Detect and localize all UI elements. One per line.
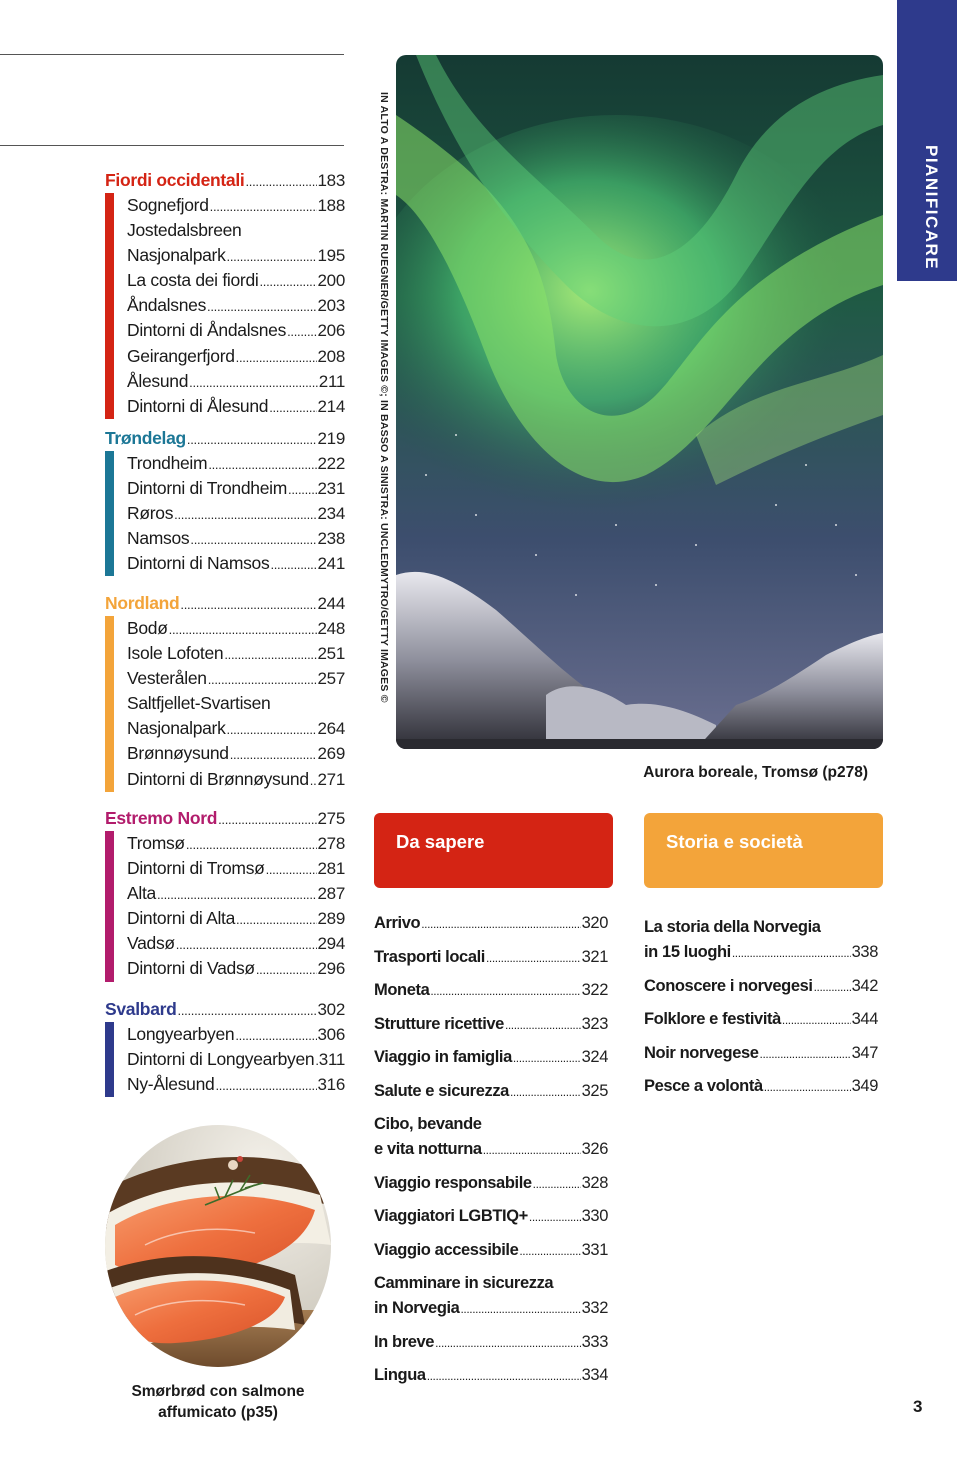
- toc-item[interactable]: Vadsø ..... 294: [127, 931, 345, 956]
- section-color-bar: [105, 1022, 114, 1097]
- top-rule-1: [0, 54, 344, 55]
- list-item[interactable]: La storia della Norvegia in 15 luoghi ..... 338: [644, 915, 878, 966]
- toc-section-svalbard: [105, 997, 345, 1097]
- toc-item[interactable]: Åndalsnes ..... 203: [127, 293, 345, 318]
- aurora-illustration: [396, 55, 883, 749]
- photo-caption: Aurora boreale, Tromsø (p278): [643, 764, 868, 781]
- list-item[interactable]: Arrivo ..... 320: [374, 911, 608, 937]
- list-item[interactable]: Viaggio responsabile ..... 328: [374, 1171, 608, 1197]
- list-item[interactable]: Moneta ..... 322: [374, 978, 608, 1004]
- list-item[interactable]: Folklore e festività ..... 344: [644, 1007, 878, 1033]
- toc-item[interactable]: Ålesund ..... 211: [127, 369, 345, 394]
- toc-item[interactable]: Røros ..... 234: [127, 501, 345, 526]
- section-color-bar: [105, 193, 114, 419]
- list-item[interactable]: Conoscere i norvegesi ..... 342: [644, 974, 878, 1000]
- toc-item[interactable]: Dintorni di Åndalsnes ..... 206: [127, 318, 345, 343]
- section-side-tab[interactable]: PIANIFICARE: [897, 0, 957, 281]
- list-item[interactable]: Noir norvegese ..... 347: [644, 1041, 878, 1067]
- toc-item[interactable]: Isole Lofoten ..... 251: [127, 641, 345, 666]
- toc-item[interactable]: Vesterålen ..... 257: [127, 666, 345, 691]
- list-item[interactable]: Salute e sicurezza ..... 325: [374, 1079, 608, 1105]
- section-heading[interactable]: Svalbard ..... 302: [105, 997, 345, 1022]
- toc-item[interactable]: Dintorni di Brønnøysund ..... 271: [127, 767, 345, 792]
- section-heading[interactable]: Trøndelag ..... 219: [105, 426, 345, 451]
- section-heading[interactable]: Estremo Nord ..... 275: [105, 806, 345, 831]
- toc-item[interactable]: Dintorni di Alta ..... 289: [127, 906, 345, 931]
- toc-item[interactable]: Dintorni di Longyearbyen ..... 311: [127, 1047, 345, 1072]
- toc-item[interactable]: Jostedalsbreen: [127, 220, 242, 241]
- toc-item[interactable]: Dintorni di Ålesund ..... 214: [127, 394, 345, 419]
- toc-item[interactable]: Longyearbyen ..... 306: [127, 1022, 345, 1047]
- da-sapere-list: [374, 911, 608, 1389]
- section-color-bar: [105, 451, 114, 576]
- toc-item[interactable]: Sognefjord ..... 188: [127, 193, 345, 218]
- toc-item[interactable]: Dintorni di Tromsø ..... 281: [127, 856, 345, 881]
- toc-item[interactable]: Brønnøysund ..... 269: [127, 741, 345, 766]
- toc-section-estremo-nord: [105, 806, 345, 982]
- smorbrod-photo: [105, 1125, 331, 1367]
- toc-item[interactable]: Ny-Ålesund ..... 316: [127, 1072, 345, 1097]
- photo-credit: IN ALTO A DESTRA: MARTIN RUEGNER/GETTY IMAGES ©; IN BASSO A SINISTRA: UNCLEDMYTRO/GETTY IMAGES ©: [378, 92, 390, 703]
- toc-section-fiordi: [105, 168, 345, 419]
- aurora-photo: [396, 55, 883, 749]
- list-item[interactable]: Strutture ricettive ..... 323: [374, 1012, 608, 1038]
- toc-item[interactable]: Dintorni di Namsos ..... 241: [127, 551, 345, 576]
- toc-item[interactable]: Tromsø ..... 278: [127, 831, 345, 856]
- section-color-bar: [105, 831, 114, 982]
- smorbrod-illustration: [105, 1125, 331, 1367]
- list-item[interactable]: Cibo, bevande e vita notturna ..... 326: [374, 1112, 608, 1163]
- list-item[interactable]: Viaggio in famiglia ..... 324: [374, 1045, 608, 1071]
- list-item[interactable]: Viaggiatori LGBTIQ+ ..... 330: [374, 1204, 608, 1230]
- list-item[interactable]: In breve ..... 333: [374, 1330, 608, 1356]
- food-caption: Smørbrød con salmone affumicato (p35): [131, 1383, 305, 1421]
- toc-section-nordland: [105, 591, 345, 792]
- toc-item[interactable]: Geirangerfjord ..... 208: [127, 344, 345, 369]
- toc-section-trondelag: [105, 426, 345, 576]
- toc-item[interactable]: La costa dei fiordi ..... 200: [127, 268, 345, 293]
- section-heading[interactable]: Nordland ..... 244: [105, 591, 345, 616]
- toc-item[interactable]: Alta ..... 287: [127, 881, 345, 906]
- toc-item[interactable]: Saltfjellet-Svartisen: [127, 693, 271, 714]
- list-item[interactable]: Viaggio accessibile ..... 331: [374, 1238, 608, 1264]
- da-sapere-box[interactable]: Da sapere: [374, 813, 613, 888]
- section-color-bar: [105, 616, 114, 792]
- toc-item[interactable]: Bodø ..... 248: [127, 616, 345, 641]
- toc-item[interactable]: Nasjonalpark ..... 264: [127, 716, 345, 741]
- toc-item[interactable]: Dintorni di Vadsø ..... 296: [127, 956, 345, 981]
- toc-item[interactable]: Dintorni di Trondheim ..... 231: [127, 476, 345, 501]
- toc-item[interactable]: Trondheim ..... 222: [127, 451, 345, 476]
- storia-box[interactable]: Storia e società: [644, 813, 883, 888]
- list-item[interactable]: Pesce a volontà ..... 349: [644, 1074, 878, 1100]
- list-item[interactable]: Camminare in sicurezza in Norvegia ..... 332: [374, 1271, 608, 1322]
- storia-list: [644, 915, 878, 1100]
- toc-item[interactable]: Namsos ..... 238: [127, 526, 345, 551]
- list-item[interactable]: Lingua ..... 334: [374, 1363, 608, 1389]
- list-item[interactable]: Trasporti locali ..... 321: [374, 945, 608, 971]
- toc-item[interactable]: Nasjonalpark ..... 195: [127, 243, 345, 268]
- top-rule-2: [0, 145, 344, 146]
- page-number: 3: [913, 1397, 923, 1416]
- section-heading[interactable]: Fiordi occidentali ..... 183: [105, 168, 345, 193]
